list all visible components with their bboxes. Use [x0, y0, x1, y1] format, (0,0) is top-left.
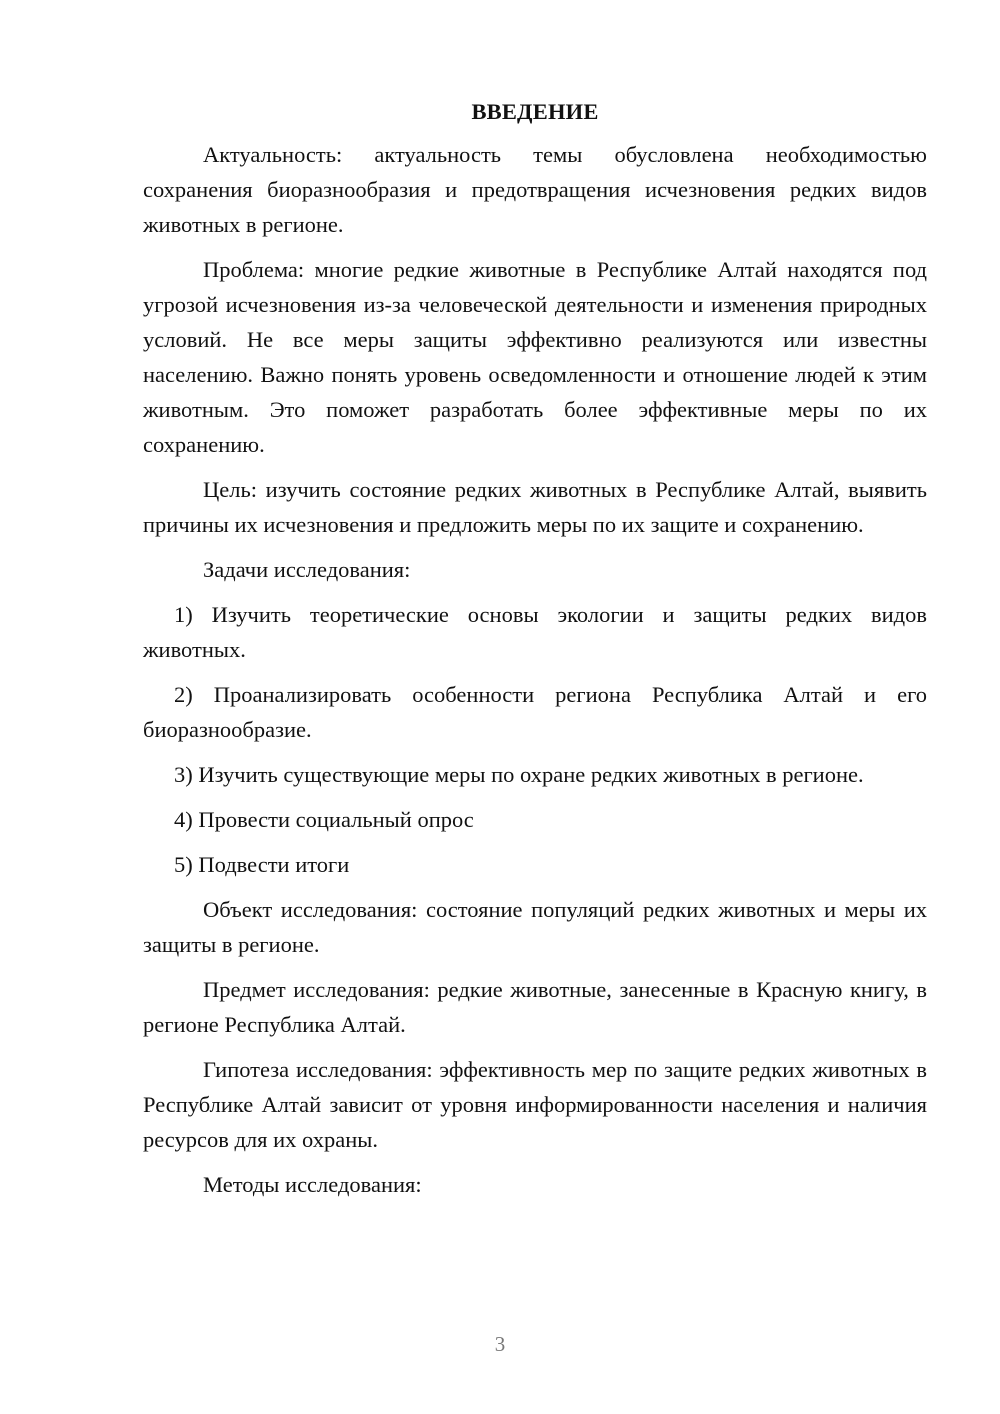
section-title: ВВЕДЕНИЕ: [471, 99, 599, 124]
tasks-list: [143, 597, 927, 882]
paragraph-object: Объект исследования: состояние популяций редких животных и меры их защиты в регионе.: [143, 897, 927, 957]
page-number: 3: [494, 1332, 506, 1356]
task-item-1: 1) Изучить теоретические основы экологии и защиты редких видов животных.: [143, 602, 927, 662]
paragraph-subject: Предмет исследования: редкие животные, занесенные в Красную книгу, в регионе Республика Алтай.: [143, 977, 927, 1037]
task-item-4: 4) Провести социальный опрос: [174, 807, 474, 832]
paragraph-goal: Цель: изучить состояние редких животных в Республике Алтай, выявить причины их исчезновения и предложить меры по их защите и сохранению.: [143, 477, 927, 537]
methods-heading: Методы исследования:: [203, 1172, 422, 1197]
paragraph-problem: Проблема: многие редкие животные в Республике Алтай находятся под угрозой исчезновения из-за человеческой деятельности и изменения природных условий. Не все меры защиты эффективно реализуются или известны населению. Важно понять уровень осведомленности и отношение людей к этим животным. Это поможет разработать более эффективные меры по их сохранению.: [143, 257, 927, 457]
paragraph-hypothesis: Гипотеза исследования: эффективность мер по защите редких животных в Республике Алтай зависит от уровня информированности населения и наличия ресурсов для их охраны.: [143, 1057, 927, 1152]
paragraph-relevance: Актуальность: актуальность темы обусловлена необходимостью сохранения биоразнообразия и предотвращения исчезновения редких видов животных в регионе.: [143, 142, 927, 237]
task-item-2: 2) Проанализировать особенности региона Республика Алтай и его биоразнообразие.: [143, 682, 927, 742]
task-item-3: 3) Изучить существующие меры по охране редких животных в регионе.: [174, 762, 864, 787]
task-item-5: 5) Подвести итоги: [174, 852, 350, 877]
page-content: [143, 94, 927, 1212]
tasks-heading: Задачи исследования:: [203, 557, 411, 582]
